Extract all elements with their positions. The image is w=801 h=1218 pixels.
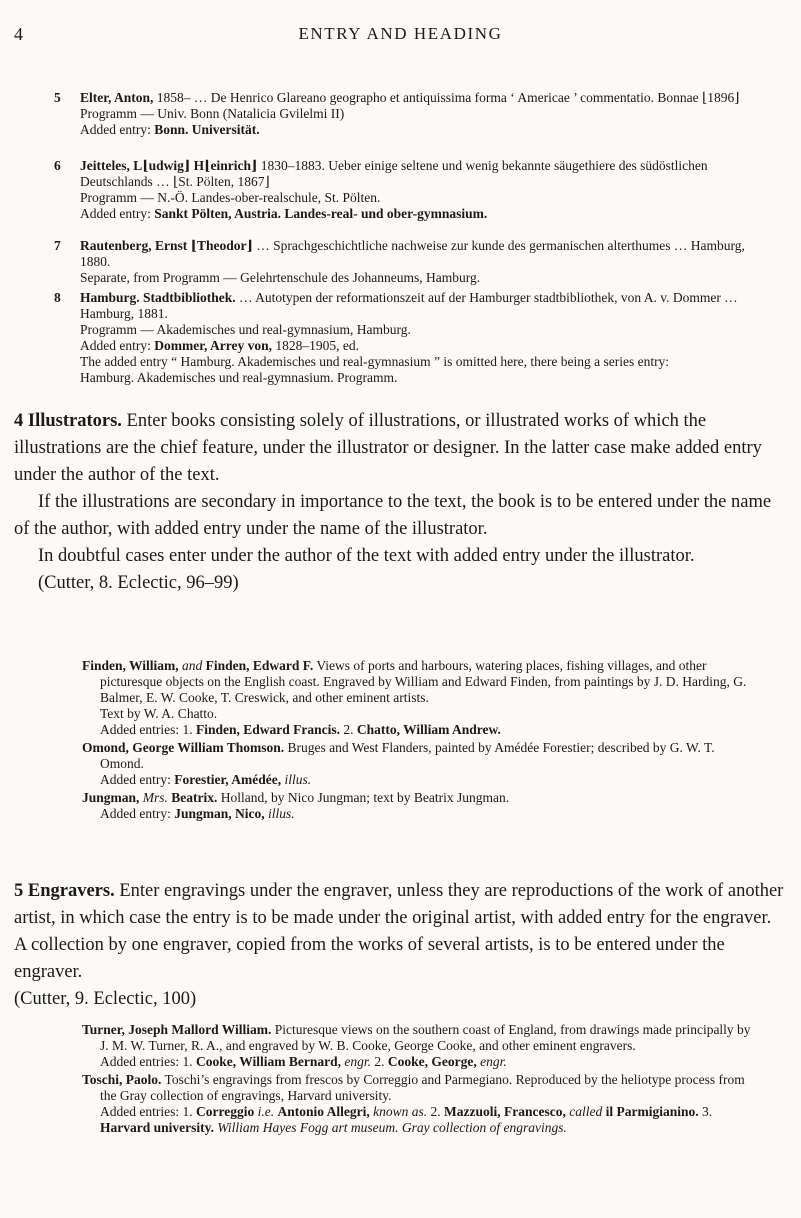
series-entry: Hamburg. Akademisches und real-gymnasium. Programm. [80,370,398,385]
added-entry: Mazzuoli, Francesco, [443,1104,566,1119]
entry-note: Programm — N.-Ö. Landes-ober-realschule, St. Pölten. [80,190,381,205]
entry-text: … Sprachgeschichtliche nachweise zur kunde des germanischen alterthumes … Hamburg, 1880. [80,238,745,269]
added-entry-tail: known as. [369,1104,428,1119]
entry-note: Separate, from Programm — Gelehrtenschule des Johanneums, Hamburg. [80,270,481,285]
added-entry-label: 2. [371,1054,388,1069]
added-entry-tail: engr. [341,1054,371,1069]
page-number: 4 [14,24,23,44]
added-entry-tail: engr. [476,1054,507,1069]
rule-engravers [14,878,784,1013]
added-entry-label: Added entries: 1. [100,722,196,737]
illustrators-examples [82,658,754,822]
rule-citation: (Cutter, 8. Eclectic, 96–99) [38,573,239,593]
added-entry-tail: William Hayes Fogg art museum. Gray collection of engravings. [214,1120,567,1135]
rule-paragraph: If the illustrations are secondary in importance to the text, the book is to be entered under the name of the author, with added entry under the name of the illustrator. [14,492,772,539]
entry-note: Text by W. A. Chatto. [100,706,218,721]
entry-heading: Toschi, Paolo. [82,1072,162,1087]
example-7 [54,238,754,286]
added-entry-label: Added entry: [80,122,155,137]
example-5 [54,90,754,138]
title-mrs: Mrs. [139,790,172,805]
entry-note: Programm — Univ. Bonn (Natalicia Gvilelmi II) [80,106,345,121]
rule-heading: 5 Engravers. [14,881,115,901]
entry-heading: Finden, Edward F. [205,658,314,673]
entry-heading: Finden, William, [82,658,179,673]
added-entry: Jungman, Nico, [174,806,265,821]
added-entry-label: Added entry: [80,206,155,221]
rule-citation: (Cutter, 9. Eclectic, 100) [14,989,197,1009]
added-entry: Forestier, Amédée, [174,772,282,787]
added-entry-ie: i.e. [254,1104,278,1119]
conjunction: and [178,658,206,673]
rule-heading: 4 Illustrators. [14,411,122,431]
added-entry: Chatto, William Andrew. [356,722,501,737]
entry-heading: Turner, Joseph Mallord William. [82,1022,272,1037]
added-entry: Finden, Edward Francis. [195,722,341,737]
entry-heading: Omond, George William Thomson. [82,740,285,755]
added-entry: Antonio Allegri, [277,1104,370,1119]
added-entry: Bonn. Universität. [154,122,260,137]
entry-text: Views of ports and harbours, watering places, fishing villages, and other picturesque objects on the English coast. Engraved by William and Edward Finden, from paintings by J. D. Harding, G. Balmer, E. W. Cooke, T. Creswick, and other eminent artists. [100,658,747,705]
entry-text: Toschi’s engravings from frescos by Correggio and Parmegiano. Reproduced by the heliotype process from the Gray collection of engravings, Harvard university. [100,1072,745,1103]
entry-text: 1830–1883. Ueber einige seltene und wenig bekannte säugethiere des südöstlichen Deutschlands … ⌊St. Pölten, 1867⌋ [80,158,708,189]
added-entry-tail: illus. [264,806,295,821]
added-entry: Cooke, William Bernard, [195,1054,341,1069]
added-entry-tail: illus. [281,772,312,787]
rule-illustrators [14,408,784,597]
entry-text: Bruges and West Flanders, painted by Amédée Forestier; described by G. W. T. Omond. [100,740,715,771]
example-number: 7 [54,238,61,253]
added-entry: Harvard university. [100,1120,214,1135]
running-head: ENTRY AND HEADING [298,24,503,43]
entry-heading: Elter, Anton, [80,90,154,105]
entry-text: 1858– … De Henrico Glareano geographo et antiquissima forma ‘ Americae ’ commentatio. Bonnae ⌊1896⌋ [153,90,740,105]
engravers-examples [82,1022,754,1136]
added-entry: Sankt Pölten, Austria. Landes-real- und ober-gymnasium. [154,206,488,221]
rule-text: Enter books consisting solely of illustrations, or illustrated works of which the illustrations are the chief feature, under the illustrator or designer. In the latter case make added entry under the author of the text. [14,411,762,485]
added-entry-called: called [565,1104,606,1119]
entry-heading: Jeitteles, L⌊udwig⌋ H⌊einrich⌋ [80,158,258,173]
added-entry-label: Added entries: 1. [100,1054,196,1069]
added-entry-label: Added entry: [80,338,155,353]
example-number: 5 [54,90,61,105]
example-number: 6 [54,158,61,173]
entry-heading: Hamburg. Stadtbibliothek. [80,290,236,305]
entry-note: Programm — Akademisches und real-gymnasium, Hamburg. [80,322,411,337]
added-entry-label: Added entry: [100,772,175,787]
example-6 [54,158,754,222]
entry-text: … Autotypen der reformationszeit auf der Hamburger stadtbibliothek, von A. v. Dommer … Hamburg, 1881. [80,290,738,321]
added-entry: Correggio [195,1104,255,1119]
added-entry-label: 2. [427,1104,444,1119]
added-entry-label: 2. [340,722,357,737]
example-number: 8 [54,290,61,305]
entry-text: Picturesque views on the southern coast of England, from drawings made principally by J. M. W. Turner, R. A., and engraved by W. B. Cooke, George Cooke, and other eminent engravers. [100,1022,751,1053]
entry-text: Holland, by Nico Jungman; text by Beatrix Jungman. [217,790,510,805]
rule-text: Enter engravings under the engraver, unless they are reproductions of the work of another artist, in which case the entry is to be made under the original artist, with added entry for the engraver. A collection by one engraver, copied from the works of several artists, is to be entered under the engraver. [14,881,784,982]
entry-note: The added entry “ Hamburg. Akademisches und real-gymnasium ” is omitted here, there being a series entry: [80,354,670,369]
added-entry: Dommer, Arrey von, [154,338,272,353]
added-entry: il Parmigianino. [605,1104,699,1119]
entry-heading: Beatrix. [171,790,218,805]
added-entry: Cooke, George, [387,1054,477,1069]
rule-paragraph: In doubtful cases enter under the author of the text with added entry under the illustrator. [38,546,695,566]
added-entry-label: Added entries: 1. [100,1104,196,1119]
entry-heading: Rautenberg, Ernst ⌊Theodor⌋ [80,238,253,253]
example-8 [54,290,754,386]
entry-heading: Jungman, [82,790,140,805]
added-entry-label: Added entry: [100,806,175,821]
added-entry-label: 3. [698,1104,713,1119]
added-entry-tail: 1828–1905, ed. [271,338,359,353]
